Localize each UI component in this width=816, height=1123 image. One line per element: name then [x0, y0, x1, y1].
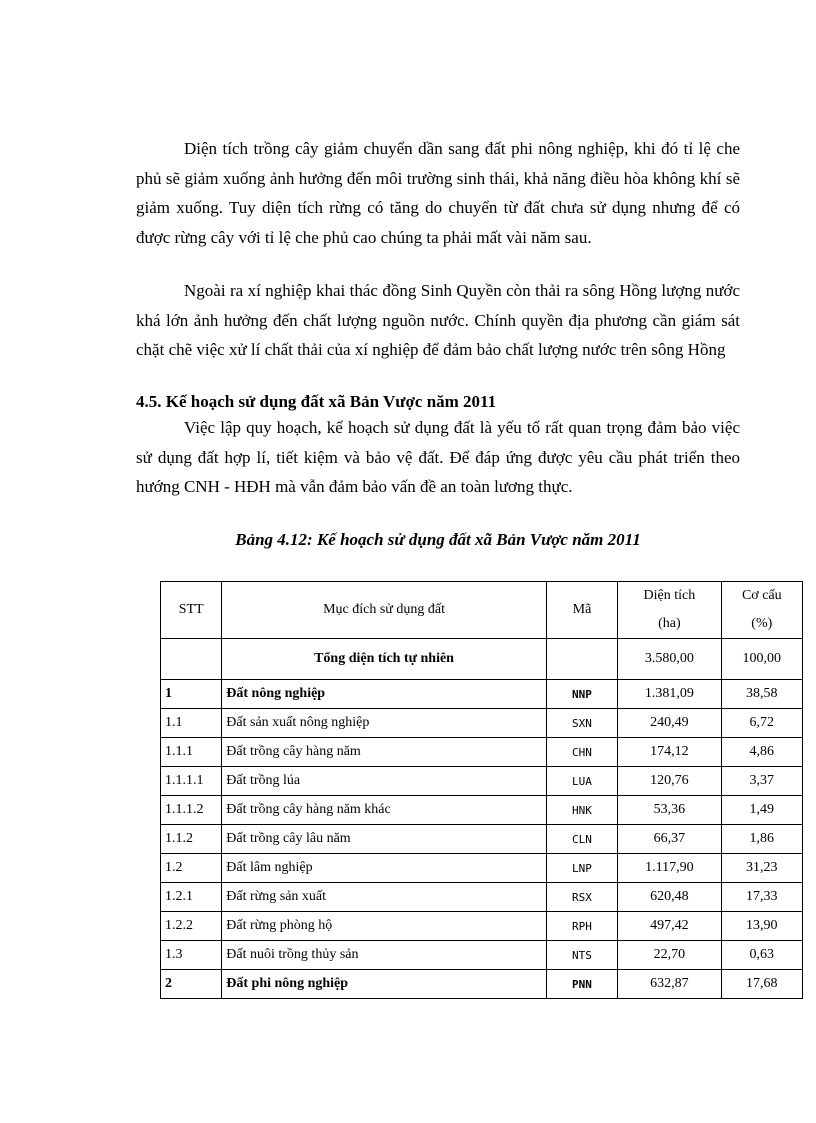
cell-code: [546, 639, 617, 680]
cell-code: PNN: [546, 970, 617, 999]
cell-stt: 1.1.1.2: [161, 796, 222, 825]
cell-stt: 1.3: [161, 941, 222, 970]
table-caption: Bảng 4.12: Kế hoạch sử dụng đất xã Bản Vược năm 2011: [235, 530, 641, 549]
header-area-line1: Diện tích: [643, 588, 696, 603]
cell-name: Đất trồng cây hàng năm khác: [222, 796, 547, 825]
table-row: [161, 970, 803, 999]
cell-stt: 1.2: [161, 854, 222, 883]
cell-total-ratio: 100,00: [721, 639, 802, 680]
cell-stt: 2: [161, 970, 222, 999]
table-header-row: [161, 582, 803, 639]
section-heading: 4.5. Kế hoạch sử dụng đất xã Bản Vược năm 2011: [136, 392, 497, 411]
cell-code: CHN: [546, 738, 617, 767]
cell-ratio: 0,63: [721, 941, 802, 970]
cell-stt: 1.2.2: [161, 912, 222, 941]
cell-area: 66,37: [618, 825, 721, 854]
paragraph-water-pollution: Ngoài ra xí nghiệp khai thác đồng Sinh Quyền còn thải ra sông Hồng lượng nước khá lớn ảnh hưởng đến chất lượng nguồn nước. Chính quyền địa phương cần giám sát chặt chẽ việc xử lí chất thải của xí nghiệp để đảm bảo chất lượng nước trên sông Hồng: [136, 281, 740, 359]
cell-ratio: 38,58: [721, 680, 802, 709]
header-code: Mã: [546, 582, 617, 639]
cell-area: 497,42: [618, 912, 721, 941]
cell-ratio: 3,37: [721, 767, 802, 796]
header-ratio-line1: Cơ cấu: [741, 588, 782, 603]
cell-code: LNP: [546, 854, 617, 883]
cell-code: LUA: [546, 767, 617, 796]
cell-name: Đất sản xuất nông nghiệp: [222, 709, 547, 738]
cell-total-area: 3.580,00: [618, 639, 721, 680]
table-row: [161, 680, 803, 709]
cell-stt: [161, 639, 222, 680]
table-row: [161, 796, 803, 825]
cell-code: RSX: [546, 883, 617, 912]
table-row: [161, 941, 803, 970]
cell-ratio: 1,86: [721, 825, 802, 854]
cell-name: Đất trồng cây hàng năm: [222, 738, 547, 767]
table-row: [161, 825, 803, 854]
cell-area: 1.381,09: [618, 680, 721, 709]
cell-stt: 1.1.1: [161, 738, 222, 767]
cell-stt: 1.2.1: [161, 883, 222, 912]
cell-code: NTS: [546, 941, 617, 970]
header-area: [618, 582, 721, 639]
cell-area: 53,36: [618, 796, 721, 825]
land-use-plan-table: [160, 581, 803, 999]
cell-name: Đất rừng phòng hộ: [222, 912, 547, 941]
table-row: [161, 709, 803, 738]
table-row-total: [161, 639, 803, 680]
cell-name: Đất lâm nghiệp: [222, 854, 547, 883]
cell-stt: 1.1: [161, 709, 222, 738]
cell-stt: 1: [161, 680, 222, 709]
cell-code: CLN: [546, 825, 617, 854]
header-ratio-line2: (%): [751, 616, 773, 631]
header-ratio: [721, 582, 802, 639]
cell-code: SXN: [546, 709, 617, 738]
cell-area: 632,87: [618, 970, 721, 999]
table-row: [161, 912, 803, 941]
cell-ratio: 31,23: [721, 854, 802, 883]
table-row: [161, 767, 803, 796]
header-purpose: Mục đích sử dụng đất: [222, 582, 547, 639]
cell-ratio: 6,72: [721, 709, 802, 738]
cell-area: 620,48: [618, 883, 721, 912]
cell-stt: 1.1.2: [161, 825, 222, 854]
cell-stt: 1.1.1.1: [161, 767, 222, 796]
cell-name: Đất trồng cây lâu năm: [222, 825, 547, 854]
table-row: [161, 883, 803, 912]
cell-name: Đất rừng sản xuất: [222, 883, 547, 912]
paragraph-land-planning: Việc lập quy hoạch, kế hoạch sử dụng đất là yếu tố rất quan trọng đảm bảo việc sử dụng đất hợp lí, tiết kiệm và bảo vệ đất. Để đáp ứng được yêu cầu phát triển theo hướng CNH - HĐH mà vẫn đảm bảo vấn đề an toàn lương thực.: [136, 418, 740, 496]
cell-ratio: 1,49: [721, 796, 802, 825]
cell-ratio: 4,86: [721, 738, 802, 767]
cell-name: Đất nông nghiệp: [222, 680, 547, 709]
table-row: [161, 854, 803, 883]
paragraph-vegetation-cover: Diện tích trồng cây giảm chuyển dần sang đất phi nông nghiệp, khi đó tỉ lệ che phủ sẽ giảm xuống ảnh hưởng đến môi trường sinh thái, khả năng điều hòa không khí sẽ giảm xuống. Tuy diện tích rừng có tăng do chuyển từ đất chưa sử dụng nhưng để có được rừng cây với tỉ lệ che phủ cao chúng ta phải mất vài năm sau.: [136, 139, 740, 247]
cell-code: NNP: [546, 680, 617, 709]
cell-total-label: Tổng diện tích tự nhiên: [222, 639, 547, 680]
cell-code: RPH: [546, 912, 617, 941]
cell-area: 174,12: [618, 738, 721, 767]
table-row: [161, 738, 803, 767]
cell-area: 120,76: [618, 767, 721, 796]
cell-ratio: 13,90: [721, 912, 802, 941]
cell-name: Đất nuôi trồng thủy sản: [222, 941, 547, 970]
header-stt: STT: [161, 582, 222, 639]
header-area-line2: (ha): [658, 616, 681, 631]
cell-name: Đất trồng lúa: [222, 767, 547, 796]
cell-ratio: 17,68: [721, 970, 802, 999]
cell-ratio: 17,33: [721, 883, 802, 912]
cell-area: 240,49: [618, 709, 721, 738]
cell-name: Đất phi nông nghiệp: [222, 970, 547, 999]
cell-area: 22,70: [618, 941, 721, 970]
cell-area: 1.117,90: [618, 854, 721, 883]
cell-code: HNK: [546, 796, 617, 825]
